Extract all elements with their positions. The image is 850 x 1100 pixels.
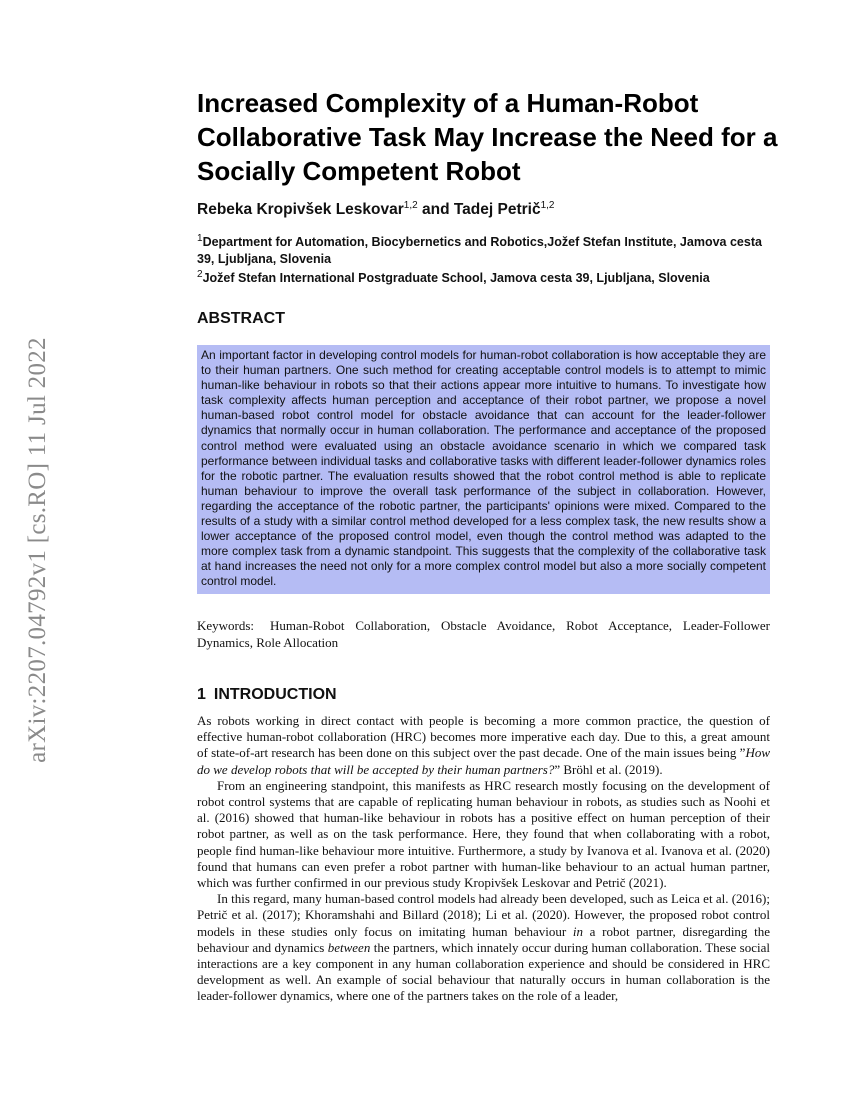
italic-text-run: between <box>327 939 371 955</box>
abstract-highlighted-block: An important factor in developing control models for human-robot collaboration is how acceptable they are to their human partners. One such method for creating acceptable control models is to attempt to mimic human-like behaviour in robots so that their actions appear more intuitive to humans. To investigate how task complexity affects human perception and acceptance of their robot partner, we propose a novel human-based robot control model for obstacle avoidance that can account for the leader-follower dynamics that normally occur in human collaboration. The performance and acceptance of the proposed control method were evaluated using an obstacle avoidance scenario in which we compared task performance between individual tasks and collaborative tasks with different leader-follower dynamics roles for the robotic partner. The evaluation results showed that the robot control method is able to replicate human behaviour to improve the overall task performance of the subject in collaboration. However, regarding the acceptance of the robotic partner, the participants' opinions were mixed. Compared to the results of a study with a similar control method developed for a less complex task, the new results show a lower acceptance of the proposed control model, even though the control method was adapted to the more complex task from a dynamic standpoint. This suggests that the complexity of the collaborative task at hand increases the need not only for a more complex control model but also a more socially competent control model. <box>197 345 770 594</box>
keywords-line <box>197 618 770 651</box>
text-run: ” Bröhl et al. (2019). <box>554 761 663 777</box>
affiliation-list <box>197 231 777 287</box>
affiliation-mark: 2 <box>197 269 203 281</box>
author-list <box>197 200 554 219</box>
affiliation-text: Department for Automation, Biocybernetics and Robotics,Jožef Stefan Institute, Jamova cesta 39, Ljubljana, Slovenia <box>197 235 762 266</box>
introduction-body <box>197 713 770 1005</box>
arxiv-identifier-stamp <box>18 300 58 800</box>
author-name: Rebeka Kropivšek Leskovar <box>197 201 404 219</box>
arxiv-identifier-text: arXiv:2207.04792v1 [cs.RO] 11 Jul 2022 <box>24 337 51 763</box>
section-heading-introduction <box>197 686 337 704</box>
section-title: INTRODUCTION <box>213 686 337 703</box>
italic-text-run: How do we develop robots that will be accepted by their human partners? <box>197 745 770 777</box>
author-affiliation-mark: 1,2 <box>540 200 555 211</box>
keywords-label: Keywords: <box>197 618 255 633</box>
affiliation-item <box>197 231 777 267</box>
author-affiliation-mark: 1,2 <box>403 200 418 211</box>
keywords-text: Human-Robot Collaboration, Obstacle Avoidance, Robot Acceptance, Leader-Follower Dynamics, Role Allocation <box>197 618 770 650</box>
text-run: From an engineering standpoint, this manifests as HRC research mostly focusing on the development of robot control systems that are capable of replicating human behaviour in robots, as studies such as Noohi et al. (2016) showed that human-like behaviour in robots has a positive effect on human perception of their robot partner, as well as on the task performance. Here, they found that when collaborating with a robot, people find human-like behaviour more intuitive. Furthermore, a study by Ivanova et al. Ivanova et al. (2020) found that humans can even prefer a robot partner with human-like behaviour to an actual human partner, which was further confirmed in our previous study Kropivšek Leskovar and Petrič (2021). <box>197 777 770 891</box>
italic-text-run: in <box>572 923 583 939</box>
body-paragraph <box>197 778 770 891</box>
author-separator: and <box>417 201 454 219</box>
affiliation-text: Jožef Stefan International Postgraduate School, Jamova cesta 39, Ljubljana, Slovenia <box>202 271 710 286</box>
affiliation-item <box>197 267 777 287</box>
body-paragraph <box>197 891 770 1004</box>
paper-title: Increased Complexity of a Human-Robot Collaborative Task May Increase the Need for a Socially Competent Robot <box>197 88 778 186</box>
text-run: the partners, which innately occur during human collaboration. These social interactions are a key component in any human collaboration experience and should be considered in HRC development as well. An example of social behaviour that naturally occurs in human collaboration is the leader-follower dynamics, where one of the partners takes on the role of a leader, <box>197 939 770 1004</box>
affiliation-mark: 1 <box>197 233 203 244</box>
section-number: 1 <box>197 686 206 703</box>
author-name: Tadej Petrič <box>453 201 541 219</box>
text-run: a robot partner, disregarding the behaviour and dynamics <box>197 923 770 955</box>
text-run: In this regard, many human-based control models had already been developed, such as Leica et al. (2016); Petrič et al. (2017); Khoramshahi and Billard (2018); Li et al. (2020). However, the proposed robot control models in these studies only focus on imitating human behaviour <box>197 891 770 939</box>
abstract-heading: ABSTRACT <box>197 310 285 327</box>
body-paragraph <box>197 713 770 778</box>
text-run: As robots working in direct contact with people is becoming a more common practice, the question of effective human-robot collaboration (HRC) becomes more imperative each day. Due to this, a great amount of state-of-art research has been done on this subject over the past decade. One of the main issues being ” <box>197 713 770 761</box>
